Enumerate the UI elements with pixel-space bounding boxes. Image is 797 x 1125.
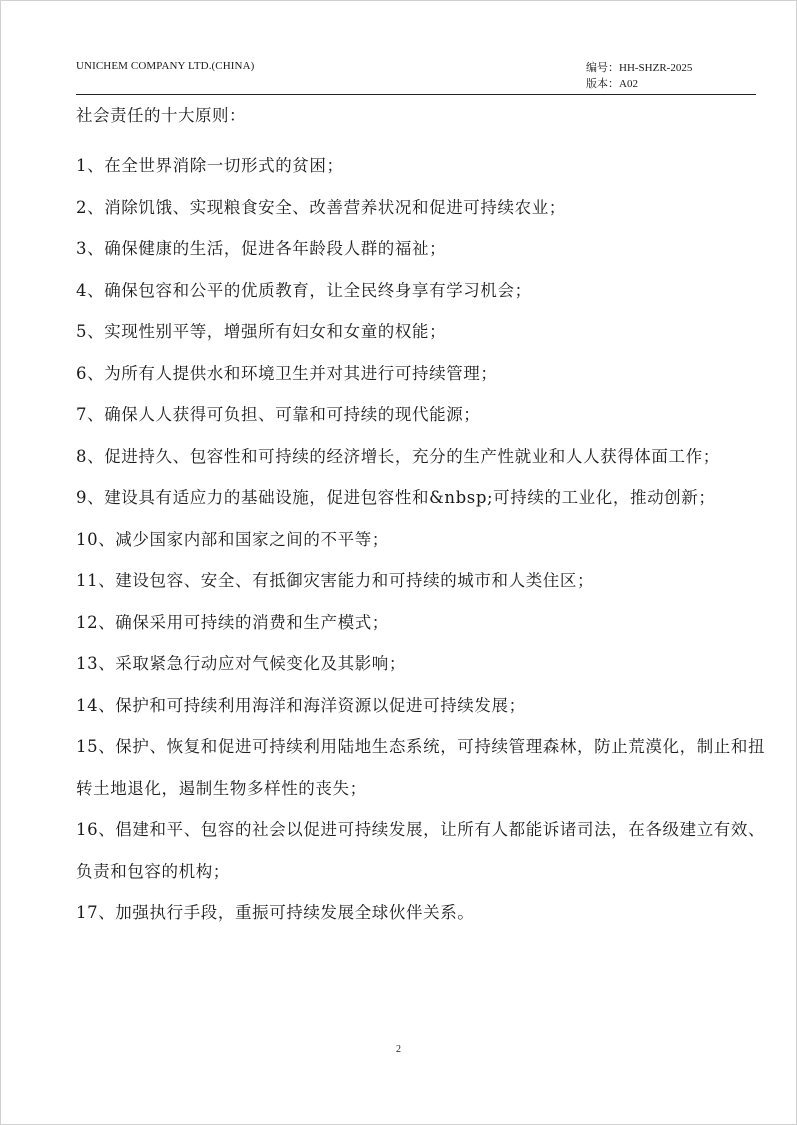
principle-item: 1、在全世界消除一切形式的贫困； xyxy=(76,156,344,175)
principle-item: 3、确保健康的生活，促进各年龄段人群的福祉； xyxy=(76,239,447,258)
principle-item: 16、倡建和平、包容的社会以促进可持续发展，让所有人都能诉诸司法，在各级建立有效、负责和包容的机构； xyxy=(76,820,766,881)
principle-item: 12、确保采用可持续的消费和生产模式； xyxy=(76,612,389,632)
principle-item: 9、建设具有适应力的基础设施，促进包容性和&nbsp;可持续的工业化，推动创新； xyxy=(76,488,716,507)
document-version: 版本：A02 xyxy=(586,78,638,90)
principle-item: 15、保护、恢复和促进可持续利用陆地生态系统，可持续管理森林，防止荒漠化，制止和扭转土地退化，遏制生物多样性的丧失； xyxy=(76,737,766,798)
principle-item: 5、实现性别平等，增强所有妇女和女童的权能； xyxy=(76,322,447,341)
principle-item: 13、采取紧急行动应对气候变化及其影响； xyxy=(76,654,406,673)
principle-item: 4、确保包容和公平的优质教育，让全民终身享有学习机会； xyxy=(76,280,532,300)
document-info xyxy=(586,60,692,92)
principles-list xyxy=(76,145,766,934)
document-number: 编号：HH-SHZR-2025 xyxy=(586,62,693,74)
principle-item: 14、保护和可持续利用海洋和海洋资源以促进可持续发展； xyxy=(76,695,526,715)
principle-item: 17、加强执行手段，重振可持续发展全球伙伴关系。 xyxy=(76,903,475,922)
principle-item: 2、消除饥饿、实现粮食安全、改善营养状况和促进可持续农业； xyxy=(76,197,566,217)
page-header xyxy=(76,58,756,95)
principle-item: 8、促进持久、包容性和可持续的经济增长，充分的生产性就业和人人获得体面工作； xyxy=(76,446,720,466)
principle-item: 6、为所有人提供水和环境卫生并对其进行可持续管理； xyxy=(76,363,498,383)
company-name: UNICHEM COMPANY LTD.(CHINA) xyxy=(76,60,255,72)
section-heading: 社会责任的十大原则： xyxy=(76,106,246,125)
principle-item: 11、建设包容、安全、有抵御灾害能力和可持续的城市和人类住区； xyxy=(76,571,595,590)
principle-item: 7、确保人人获得可负担、可靠和可持续的现代能源； xyxy=(76,405,481,424)
page-number: 2 xyxy=(396,1044,401,1055)
principle-item: 10、减少国家内部和国家之间的不平等； xyxy=(76,529,389,549)
document-body xyxy=(76,104,766,934)
